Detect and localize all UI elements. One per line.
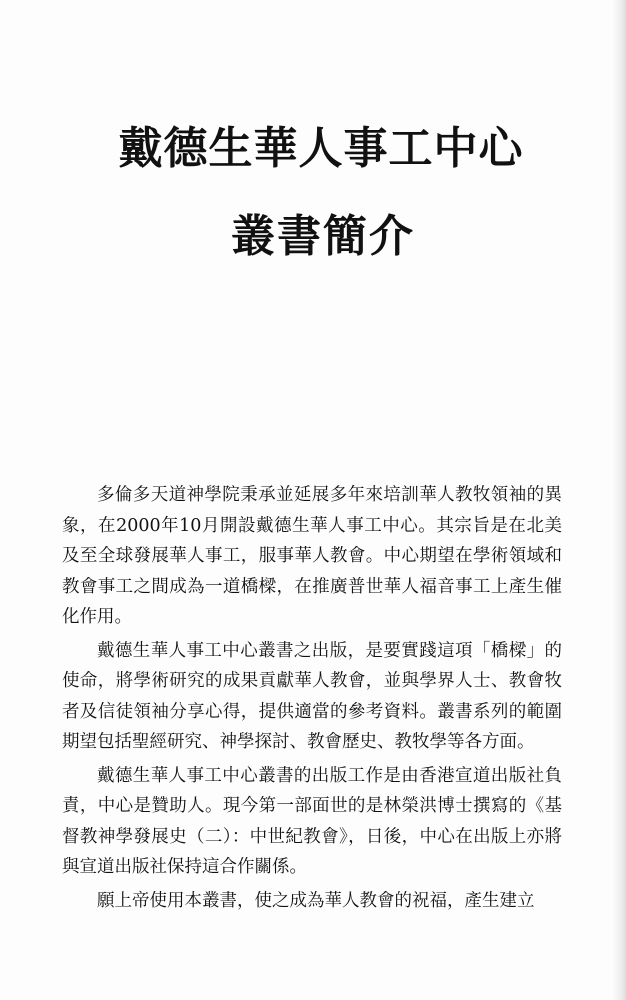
page-title: 戴德生華人事工中心 [118, 123, 524, 174]
paragraph-3: 戴德生華人事工中心叢書的出版工作是由香港宣道出版社負責，中心是贊助人。現今第一部面世的是林榮洪博士撰寫的《基督教神學發展史（二）：中世紀教會》，日後，中心在出版上亦將與宣道出版社保持這合作關係。 [62, 765, 562, 877]
paragraph-2: 戴德生華人事工中心叢書之出版，是要實踐這項「橋樑」的使命，將學術研究的成果貢獻華人教會，並與學界人士、教會牧者及信徒領袖分享心得，提供適當的參考資料。叢書系列的範圍期望包括聖經研究、神學探討、教會歷史、教牧學等各方面。 [62, 640, 562, 752]
paragraph-1: 多倫多天道神學院秉承並延展多年來培訓華人教牧領袖的異象，在2000年10月開設戴德生華人事工中心。其宗旨是在北美及至全球發展華人事工，服事華人教會。中心期望在學術領域和教會事工之間成為一道橋樑，在推廣普世華人福音事工上產生催化作用。 [62, 485, 562, 627]
body-text [62, 480, 562, 919]
paragraph-4: 願上帝使用本叢書，使之成為華人教會的祝福，產生建立 [97, 890, 535, 911]
page-subtitle: 叢書簡介 [231, 211, 415, 262]
